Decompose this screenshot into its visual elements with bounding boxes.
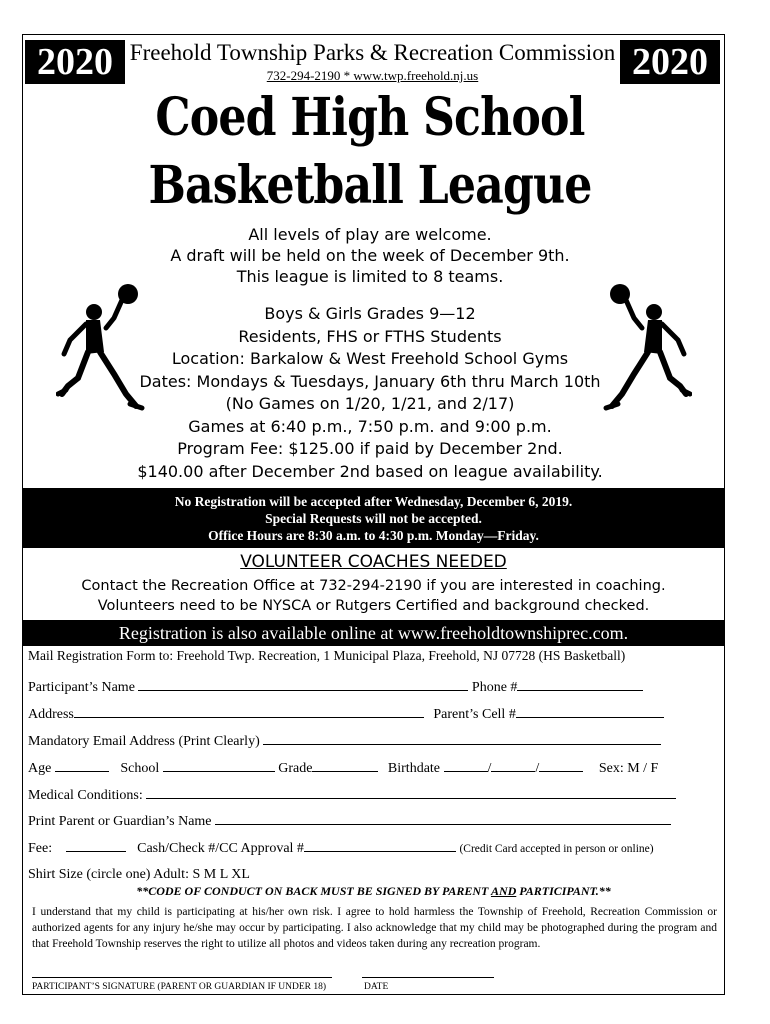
detail-line: Games at 6:40 p.m., 7:50 p.m. and 9:00 p.m. — [188, 416, 552, 436]
online-registration-notice: Registration is also available online at www.freeholdtownshiprec.com. — [23, 620, 724, 646]
organization-name: Freehold Township Parks & Recreation Commission — [129, 40, 616, 65]
parent-cell-label: Parent’s Cell # — [433, 707, 516, 722]
participant-name-label: Participant’s Name — [28, 680, 135, 695]
year-badge-left: 2020 — [25, 40, 125, 84]
program-details — [90, 303, 650, 483]
detail-line: Residents, FHS or FTHS Students — [238, 326, 502, 346]
fee-row — [28, 839, 654, 857]
email-row — [28, 732, 661, 750]
intro-line: A draft will be held on the week of December 9th. — [170, 246, 570, 265]
school-field[interactable] — [163, 759, 275, 772]
email-label: Mandatory Email Address (Print Clearly) — [28, 734, 260, 749]
conduct-emphasis: AND — [490, 884, 517, 898]
organization-contact: 732-294-2190 * www.twp.freehold.nj.us — [266, 68, 479, 83]
notice-line: Special Requests will not be accepted. — [265, 511, 482, 526]
detail-line: Dates: Mondays & Tuesdays, January 6th thru March 10th — [139, 371, 601, 391]
detail-line: Program Fee: $125.00 if paid by December 2nd. — [177, 439, 563, 458]
payment-field[interactable] — [304, 839, 456, 852]
detail-line: Location: Barkalow & West Freehold School Gyms — [171, 349, 569, 368]
birthdate-label: Birthdate — [387, 761, 441, 776]
medical-field[interactable] — [146, 786, 676, 799]
age-field[interactable] — [55, 759, 109, 772]
guardian-field[interactable] — [215, 812, 671, 825]
credit-card-note: (Credit Card accepted in person or online) — [459, 843, 654, 855]
sex-option[interactable]: Sex: M / F — [598, 761, 659, 776]
grade-label: Grade — [278, 761, 313, 776]
guardian-row — [28, 812, 671, 830]
birth-day-field[interactable] — [491, 759, 535, 772]
liability-disclaimer: I understand that my child is participating at his/her own risk. I agree to hold harmless the Township of Freehold, Recreation Commission or authorized agents for any injury he/she may occur by participating. I also acknowledge that my child may be photographed during the program and that Freehold Township reserves the right to utilize all photos and videos taken during any recreation program. — [32, 906, 717, 950]
volunteer-text — [23, 576, 724, 616]
title-line-2: Basketball League — [148, 155, 592, 216]
payment-label: Cash/Check #/CC Approval # — [137, 841, 304, 856]
conduct-text: **CODE OF CONDUCT ON BACK MUST BE SIGNED BY PARENT — [136, 884, 491, 898]
date-label: DATE — [364, 982, 389, 992]
mail-to-text: Mail Registration Form to: Freehold Twp. Recreation, 1 Municipal Plaza, Freehold, NJ 07728 (HS Basketball) — [28, 648, 626, 663]
intro-line: This league is limited to 8 teams. — [236, 267, 504, 286]
school-label: School — [120, 761, 160, 776]
date-separator: / — [487, 761, 492, 776]
participant-name-field[interactable] — [138, 678, 468, 691]
phone-label: Phone # — [471, 680, 518, 695]
medical-row — [28, 786, 676, 804]
participant-name-row — [28, 678, 643, 696]
medical-label: Medical Conditions: — [28, 788, 143, 803]
date-field[interactable] — [362, 976, 494, 978]
fee-label: Fee: — [28, 841, 53, 856]
volunteer-heading: VOLUNTEER COACHES NEEDED — [240, 552, 507, 572]
code-of-conduct-notice — [23, 884, 724, 899]
grade-field[interactable] — [312, 759, 378, 772]
fee-field[interactable] — [66, 839, 126, 852]
age-label: Age — [28, 761, 52, 776]
birth-month-field[interactable] — [444, 759, 488, 772]
intro-text — [90, 224, 650, 287]
participant-signature-label: PARTICIPANT’S SIGNATURE (PARENT OR GUARDIAN IF UNDER 18) — [32, 982, 327, 992]
notice-line: Office Hours are 8:30 a.m. to 4:30 p.m. Monday—Friday. — [208, 528, 539, 543]
shirt-size-row[interactable]: Shirt Size (circle one) Adult: S M L XL — [28, 867, 250, 882]
guardian-label: Print Parent or Guardian’s Name — [28, 814, 212, 829]
conduct-text: PARTICIPANT.** — [516, 884, 611, 898]
detail-line: $140.00 after December 2nd based on league availability. — [137, 461, 603, 481]
detail-line: (No Games on 1/20, 1/21, and 2/17) — [225, 394, 515, 413]
address-label: Address — [28, 707, 74, 722]
volunteer-line: Volunteers need to be NYSCA or Rutgers Certified and background checked. — [97, 598, 650, 614]
parent-cell-field[interactable] — [516, 705, 664, 718]
title-line-1: Coed High School — [155, 87, 585, 148]
email-field[interactable] — [263, 732, 661, 745]
birth-year-field[interactable] — [539, 759, 583, 772]
detail-line: Boys & Girls Grades 9—12 — [264, 304, 476, 323]
volunteer-line: Contact the Recreation Office at 732-294-2190 if you are interested in coaching. — [81, 578, 666, 594]
registration-notice — [23, 488, 724, 548]
phone-field[interactable] — [517, 678, 643, 691]
address-field[interactable] — [74, 705, 424, 718]
intro-line: All levels of play are welcome. — [248, 225, 492, 244]
age-school-row — [28, 759, 658, 777]
year-badge-right: 2020 — [620, 40, 720, 84]
date-separator: / — [535, 761, 540, 776]
participant-signature-field[interactable] — [32, 976, 332, 978]
address-row — [28, 705, 664, 723]
notice-line: No Registration will be accepted after Wednesday, December 6, 2019. — [174, 494, 573, 509]
